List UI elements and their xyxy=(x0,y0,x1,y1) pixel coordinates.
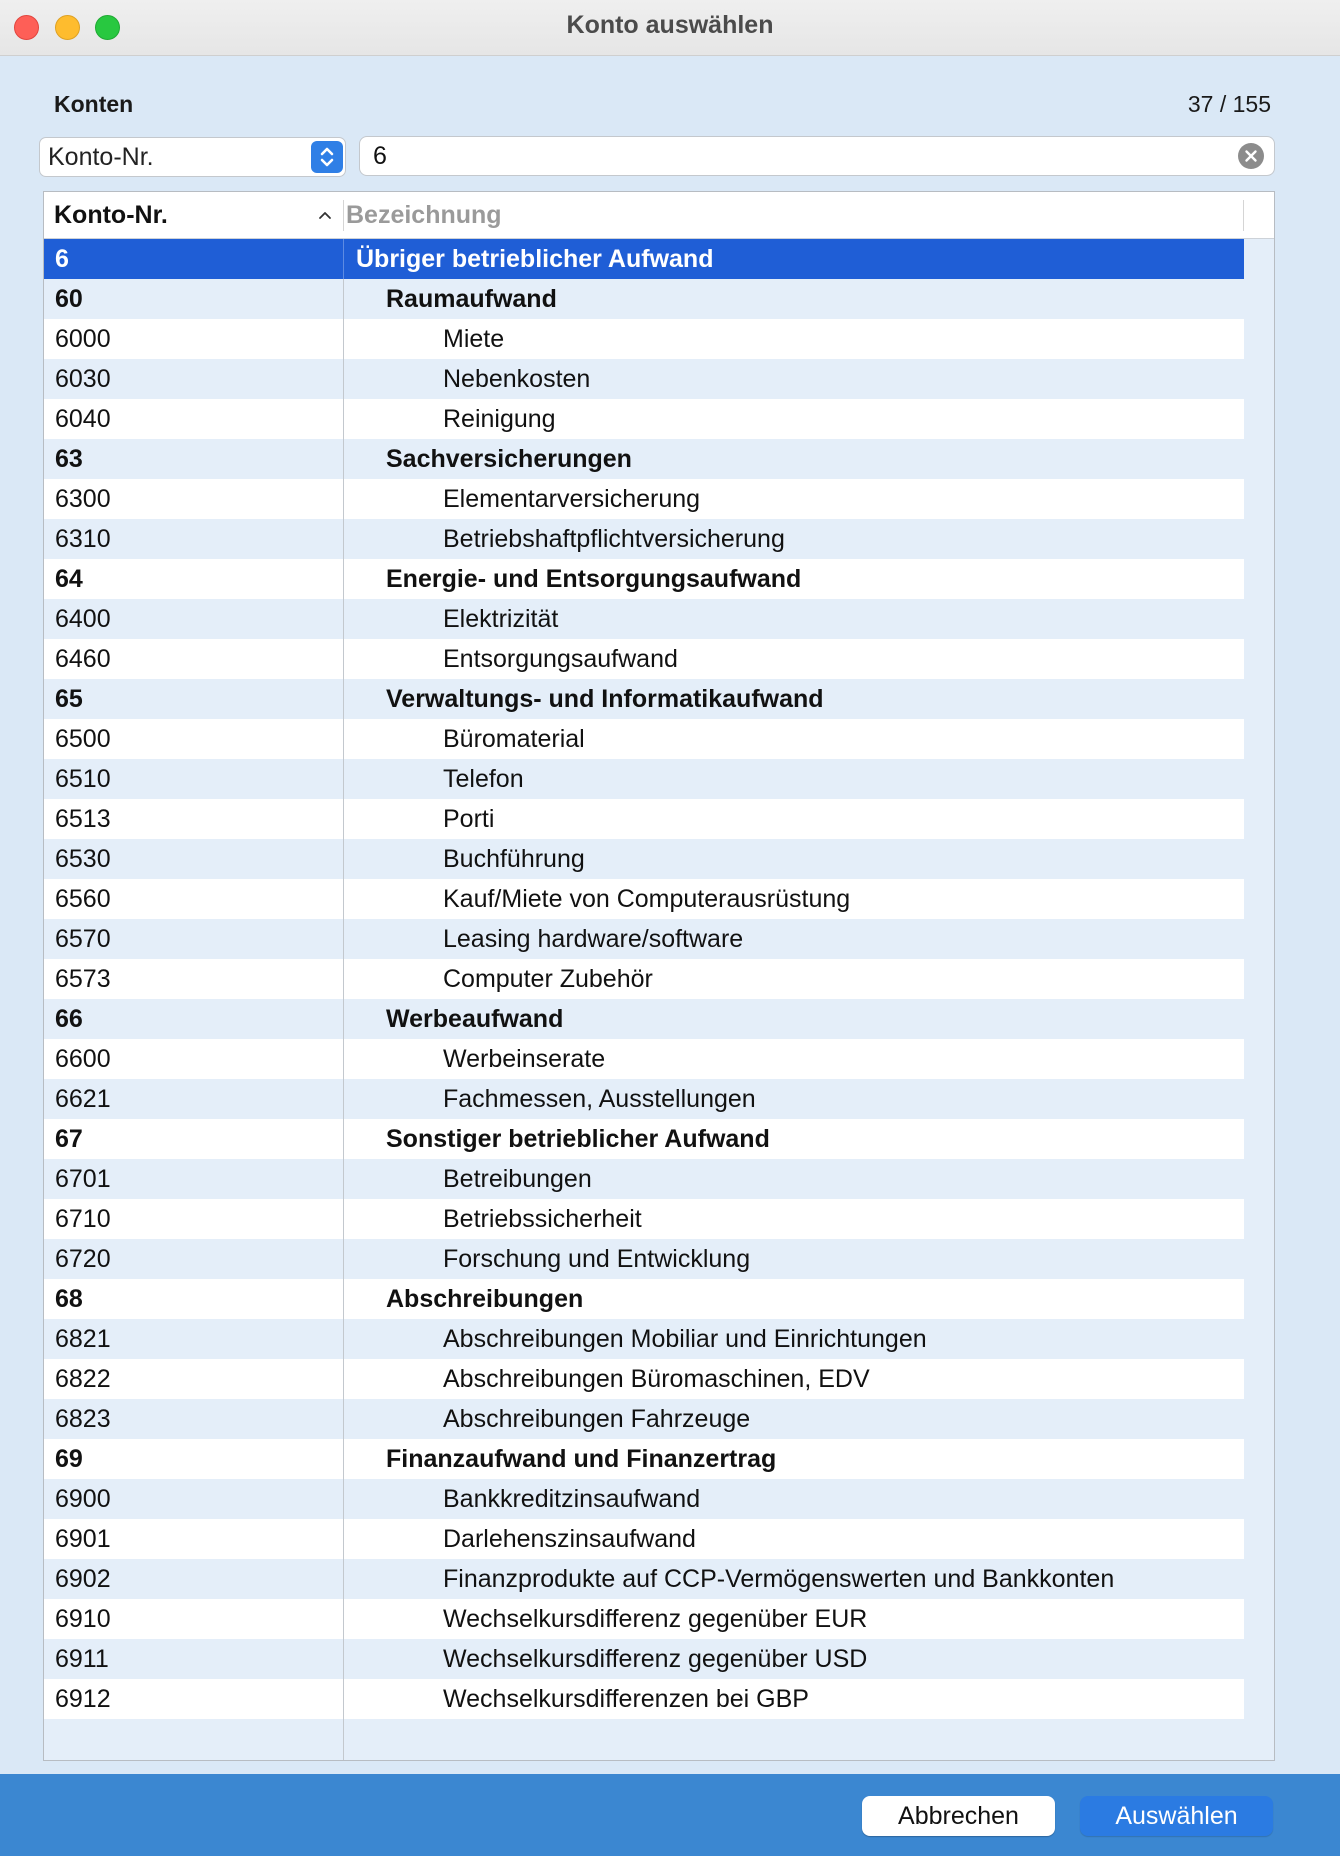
account-number-cell: 6573 xyxy=(44,959,344,999)
account-number-cell: 6000 xyxy=(44,319,344,359)
table-row[interactable] xyxy=(44,719,1244,759)
table-row[interactable] xyxy=(44,679,1244,719)
account-name-cell: Übriger betrieblicher Aufwand xyxy=(356,245,714,273)
account-number-cell: 64 xyxy=(44,559,344,599)
account-number-cell: 65 xyxy=(44,679,344,719)
account-number-cell: 6822 xyxy=(44,1359,344,1399)
account-number-cell: 6530 xyxy=(44,839,344,879)
table-row[interactable] xyxy=(44,399,1244,439)
table-row[interactable] xyxy=(44,1599,1244,1639)
table-row[interactable] xyxy=(44,1399,1244,1439)
account-name-cell: Forschung und Entwicklung xyxy=(443,1245,751,1273)
account-name-cell: Kauf/Miete von Computerausrüstung xyxy=(443,885,851,913)
table-row[interactable] xyxy=(44,1319,1244,1359)
account-number-cell: 6911 xyxy=(44,1639,344,1679)
table-row[interactable] xyxy=(44,759,1244,799)
account-number-cell: 6821 xyxy=(44,1319,344,1359)
result-count: 37 / 155 xyxy=(1187,91,1271,117)
account-number-cell: 6040 xyxy=(44,399,344,439)
account-name-cell: Raumaufwand xyxy=(386,285,557,313)
account-number-cell: 6900 xyxy=(44,1479,344,1519)
account-name-cell: Büromaterial xyxy=(443,725,585,753)
account-number-cell: 6621 xyxy=(44,1079,344,1119)
account-name-cell: Sachversicherungen xyxy=(386,445,632,473)
account-number-cell: 63 xyxy=(44,439,344,479)
account-number-cell: 6902 xyxy=(44,1559,344,1599)
table-row[interactable] xyxy=(44,519,1244,559)
window-title: Konto auswählen xyxy=(566,11,774,39)
table-row[interactable] xyxy=(44,239,1244,279)
table-row[interactable] xyxy=(44,1039,1244,1079)
table-row[interactable] xyxy=(44,479,1244,519)
accounts-table[interactable] xyxy=(43,191,1275,1761)
account-number-cell: 6901 xyxy=(44,1519,344,1559)
table-row[interactable] xyxy=(44,1239,1244,1279)
table-row[interactable] xyxy=(44,919,1244,959)
table-row[interactable] xyxy=(44,359,1244,399)
sort-ascending-icon[interactable] xyxy=(318,210,332,220)
table-row[interactable] xyxy=(44,959,1244,999)
account-name-cell: Verwaltungs- und Informatikaufwand xyxy=(386,685,824,713)
account-name-cell: Wechselkursdifferenz gegenüber USD xyxy=(443,1645,868,1673)
account-number-cell: 6460 xyxy=(44,639,344,679)
table-body xyxy=(44,239,1244,1719)
table-row[interactable] xyxy=(44,999,1244,1039)
account-number-cell: 66 xyxy=(44,999,344,1039)
account-name-cell: Finanzprodukte auf CCP-Vermögenswerten und Bankkonten xyxy=(443,1565,1115,1593)
table-row[interactable] xyxy=(44,1159,1244,1199)
search-input[interactable] xyxy=(373,137,1223,175)
table-row[interactable] xyxy=(44,1359,1244,1399)
account-name-cell: Abschreibungen xyxy=(386,1285,584,1313)
table-row[interactable] xyxy=(44,1199,1244,1239)
account-number-cell: 69 xyxy=(44,1439,344,1479)
clear-circle-icon[interactable] xyxy=(1238,143,1264,169)
account-name-cell: Miete xyxy=(443,325,505,353)
window-titlebar xyxy=(0,0,1340,56)
account-name-cell: Wechselkursdifferenz gegenüber EUR xyxy=(443,1605,868,1633)
cancel-button[interactable]: Abbrechen xyxy=(862,1796,1055,1836)
account-number-cell: 6400 xyxy=(44,599,344,639)
account-name-cell: Darlehenszinsaufwand xyxy=(443,1525,696,1553)
search-field-select[interactable] xyxy=(39,137,346,177)
chevron-up-down-icon[interactable] xyxy=(311,141,343,173)
table-row[interactable] xyxy=(44,639,1244,679)
account-name-cell: Abschreibungen Büromaschinen, EDV xyxy=(443,1365,870,1393)
account-number-cell: 6030 xyxy=(44,359,344,399)
account-number-cell: 6510 xyxy=(44,759,344,799)
empty-table-area xyxy=(44,1719,344,1760)
account-name-cell: Energie- und Entsorgungsaufwand xyxy=(386,565,802,593)
account-number-cell: 6560 xyxy=(44,879,344,919)
account-name-cell: Werbeinserate xyxy=(443,1045,606,1073)
table-row[interactable] xyxy=(44,799,1244,839)
account-name-cell: Nebenkosten xyxy=(443,365,591,393)
account-number-cell: 68 xyxy=(44,1279,344,1319)
account-name-cell: Betreibungen xyxy=(443,1165,592,1193)
account-number-cell: 6310 xyxy=(44,519,344,559)
account-name-cell: Sonstiger betrieblicher Aufwand xyxy=(386,1125,770,1153)
column-header-description[interactable]: Bezeichnung xyxy=(346,201,502,229)
column-header-account-number[interactable]: Konto-Nr. xyxy=(54,201,168,229)
account-number-cell: 6513 xyxy=(44,799,344,839)
table-row[interactable] xyxy=(44,879,1244,919)
table-header xyxy=(44,192,1274,239)
account-name-cell: Finanzaufwand und Finanzertrag xyxy=(386,1445,777,1473)
account-name-cell: Buchführung xyxy=(443,845,585,873)
table-row[interactable] xyxy=(44,279,1244,319)
select-button[interactable]: Auswählen xyxy=(1080,1796,1273,1836)
account-number-cell: 6570 xyxy=(44,919,344,959)
account-number-cell: 60 xyxy=(44,279,344,319)
table-row[interactable] xyxy=(44,839,1244,879)
account-name-cell: Elektrizität xyxy=(443,605,559,633)
account-number-cell: 6701 xyxy=(44,1159,344,1199)
table-row[interactable] xyxy=(44,1559,1244,1599)
table-row[interactable] xyxy=(44,439,1244,479)
account-number-cell: 6500 xyxy=(44,719,344,759)
table-row[interactable] xyxy=(44,1079,1244,1119)
table-row[interactable] xyxy=(44,1119,1244,1159)
table-row[interactable] xyxy=(44,319,1244,359)
account-name-cell: Entsorgungsaufwand xyxy=(443,645,678,673)
account-name-cell: Elementarversicherung xyxy=(443,485,701,513)
search-box[interactable] xyxy=(359,136,1275,176)
account-name-cell: Bankkreditzinsaufwand xyxy=(443,1485,701,1513)
table-row[interactable] xyxy=(44,559,1244,599)
account-name-cell: Porti xyxy=(443,805,495,833)
column-divider[interactable] xyxy=(343,200,344,231)
search-field-value: Konto-Nr. xyxy=(48,143,154,171)
table-row[interactable] xyxy=(44,1519,1244,1559)
table-row[interactable] xyxy=(44,1639,1244,1679)
account-number-cell: 6600 xyxy=(44,1039,344,1079)
account-number-cell: 6300 xyxy=(44,479,344,519)
table-row[interactable] xyxy=(44,1479,1244,1519)
account-name-cell: Betriebshaftpflichtversicherung xyxy=(443,525,785,553)
account-name-cell: Wechselkursdifferenzen bei GBP xyxy=(443,1685,809,1713)
dialog-footer xyxy=(0,1774,1340,1856)
table-row[interactable] xyxy=(44,599,1244,639)
account-name-cell: Reinigung xyxy=(443,405,556,433)
account-name-cell: Abschreibungen Fahrzeuge xyxy=(443,1405,751,1433)
table-row[interactable] xyxy=(44,1439,1244,1479)
account-name-cell: Betriebssicherheit xyxy=(443,1205,642,1233)
account-name-cell: Computer Zubehör xyxy=(443,965,653,993)
column-divider[interactable] xyxy=(1243,200,1244,231)
account-number-cell: 6710 xyxy=(44,1199,344,1239)
section-label: Konten xyxy=(54,91,134,117)
account-name-cell: Werbeaufwand xyxy=(386,1005,564,1033)
account-name-cell: Fachmessen, Ausstellungen xyxy=(443,1085,756,1113)
account-name-cell: Abschreibungen Mobiliar und Einrichtungen xyxy=(443,1325,927,1353)
account-number-cell: 6912 xyxy=(44,1679,344,1719)
table-row[interactable] xyxy=(44,1679,1244,1719)
account-number-cell: 6 xyxy=(44,239,344,279)
table-row[interactable] xyxy=(44,1279,1244,1319)
account-number-cell: 6910 xyxy=(44,1599,344,1639)
account-name-cell: Telefon xyxy=(443,765,524,793)
account-number-cell: 6720 xyxy=(44,1239,344,1279)
account-number-cell: 67 xyxy=(44,1119,344,1159)
account-number-cell: 6823 xyxy=(44,1399,344,1439)
account-name-cell: Leasing hardware/software xyxy=(443,925,744,953)
